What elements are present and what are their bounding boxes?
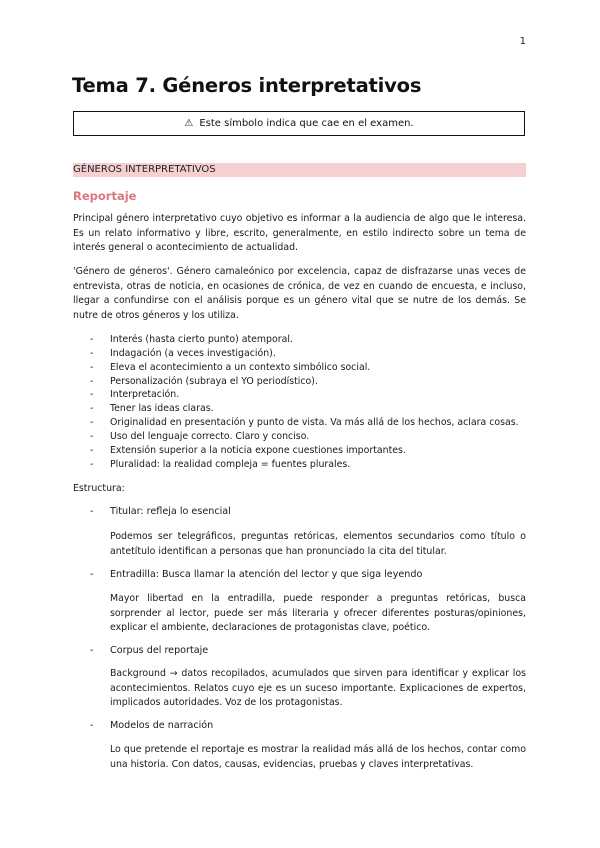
list-item-text: Uso del lenguaje correcto. Claro y conciso.: [110, 430, 310, 442]
bullet-dash: -: [90, 375, 94, 387]
list-item: [73, 375, 526, 389]
list-item: [73, 333, 526, 347]
bullet-dash: -: [90, 389, 94, 401]
structure-item-body: Mayor libertad en la entradilla, puede responder a preguntas retóricas, busca sorprender al lector, puede ser más literaria y ofrecer diferentes posturas/opiniones, explicar el ambiente, declaraciones de protagonistas clave, poético.: [110, 593, 526, 634]
structure-item-title-text: Entradilla: Busca llamar la atención del lector y que siga leyendo: [110, 569, 423, 580]
structure-item-title-text: Modelos de narración: [110, 720, 214, 731]
structure-item-body: Background → datos recopilados, acumulados que sirven para identificar y explicar los acontecimientos. Relatos cuyo eje es un suceso importante. Explicaciones de expertos, implicados autoridades. Voz de los protagonistas.: [110, 668, 526, 709]
bullet-dash: -: [90, 361, 94, 373]
bullet-dash: -: [90, 334, 94, 345]
list-item-text: Eleva el acontecimiento a un contexto simbólico social.: [110, 361, 371, 373]
bullet-dash: -: [90, 403, 94, 415]
exam-notice-text: Este símbolo indica que cae en el examen.: [199, 118, 414, 129]
structure-item-title-text: Corpus del reportaje: [110, 645, 209, 656]
list-item-text: Indagación (a veces investigación).: [110, 347, 276, 359]
list-item-text: Originalidad en presentación y punto de vista. Va más allá de los hechos, aclara cosas.: [110, 417, 519, 429]
list-item: [73, 416, 526, 430]
structure-label: Estructura:: [73, 483, 125, 494]
list-item-text: Interpretación.: [110, 389, 180, 401]
structure-item-body: Lo que pretende el reportaje es mostrar la realidad más allá de los hechos, contar como una historia. Con datos, causas, evidencias, pruebas y claves interpretativas.: [110, 744, 526, 770]
page-number: 1: [519, 36, 526, 47]
bullet-dash: -: [90, 444, 94, 456]
list-item: [73, 361, 526, 375]
list-item-text: Tener las ideas claras.: [110, 403, 214, 415]
characteristics-list: [73, 333, 526, 471]
list-item-text: Extensión superior a la noticia expone cuestiones importantes.: [110, 444, 406, 456]
bullet-dash: -: [90, 417, 94, 429]
bullet-dash: -: [90, 720, 94, 731]
bullet-dash: -: [90, 458, 94, 470]
warning-icon: ⚠: [184, 118, 194, 129]
list-item: [73, 388, 526, 402]
list-item: [73, 347, 526, 361]
subheading-reportaje: Reportaje: [73, 189, 137, 203]
bullet-dash: -: [90, 347, 94, 359]
exam-notice-box: [73, 111, 525, 136]
list-item: [73, 402, 526, 416]
list-item-text: Interés (hasta cierto punto) atemporal.: [110, 334, 293, 345]
intro-paragraph: Principal género interpretativo cuyo objetivo es informar a la audiencia de algo que le interesa. Es un relato informativo y libre, escrito, generalmente, en estilo indirecto sobre un tema de interés general o acontecimiento de actualidad.: [73, 213, 526, 254]
list-item: [73, 444, 526, 458]
list-item-text: Pluralidad: la realidad compleja = fuentes plurales.: [110, 458, 351, 470]
list-item: [73, 430, 526, 444]
list-item-text: Personalización (subraya el YO periodístico).: [110, 375, 318, 387]
page-title: Tema 7. Géneros interpretativos: [72, 74, 422, 97]
structure-item-title-text: Titular: refleja lo esencial: [110, 506, 231, 517]
bullet-dash: -: [90, 430, 94, 442]
bullet-dash: -: [90, 506, 94, 517]
structure-item-body: Podemos ser telegráficos, preguntas retóricas, elementos secundarios como título o antetítulo identifican a personas que han pronunciado la cita del titular.: [110, 531, 526, 557]
bullet-dash: -: [90, 569, 94, 580]
section-heading: GÉNEROS INTERPRETATIVOS: [73, 163, 526, 177]
intro-paragraph: 'Género de géneros'. Género camaleónico por excelencia, capaz de disfrazarse unas veces de entrevista, otras de noticia, en ocasiones de crónica, de vez en cuando de encuesta, e incluso, llegar a confundirse con el análisis porque es un género vital que se nutre de los demás. Se nutre de otros géneros y los utiliza.: [73, 266, 526, 321]
bullet-dash: -: [90, 645, 94, 656]
list-item: [73, 458, 526, 472]
